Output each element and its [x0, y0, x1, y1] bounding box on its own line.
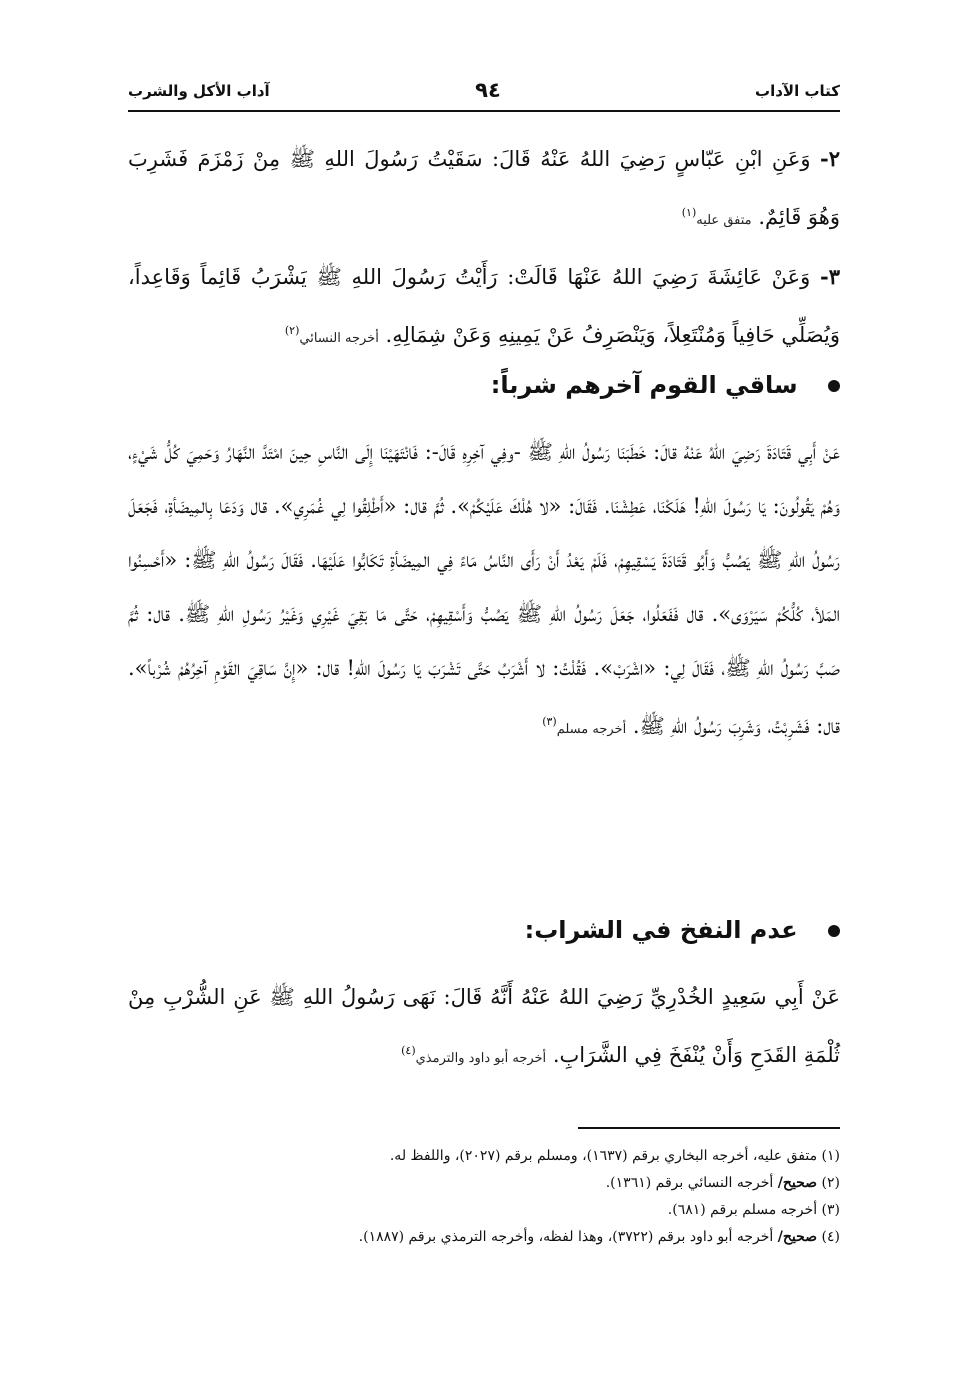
footnote-ref: (٤) — [401, 1044, 416, 1057]
hadith-number: ٣- — [820, 264, 840, 289]
footnote-grade: صحيح/ — [777, 1175, 818, 1191]
hadith-source: متفق عليه — [696, 213, 752, 228]
footnote-number: (٣) — [821, 1202, 840, 1218]
book-title: كتاب الآداب — [755, 82, 840, 100]
footnote-number: (٢) — [821, 1175, 840, 1191]
hadith-text: وَعَنِ ابْنِ عَبّاسٍ رَضِيَ اللهُ عَنْهُ قَالَ: سَقَيْتُ رَسُولَ اللهِ ﷺ مِنْ زَمْزَمَ فَشَرِبَ وَهُوَ قَائِمٌ. — [128, 147, 840, 229]
section-heading — [128, 365, 840, 405]
hadith-text: عَنْ أَبِي سَعِيدٍ الخُدْرِيِّ رَضِيَ اللهُ عَنْهُ أَنَّهُ قَالَ: نَهَى رَسُولُ اللهِ ﷺ عَنِ الشُّرْبِ مِنْ ثُلْمَةِ القَدَحِ وَأَنْ يُنْفَخَ فِي الشَّرَابِ. — [128, 985, 840, 1067]
section-1-text — [128, 425, 840, 757]
bullet-icon — [828, 380, 840, 392]
footnote-item — [128, 1197, 840, 1224]
bullet-icon — [828, 925, 840, 937]
section-title: ساقي القوم آخرهم شرباً: — [490, 371, 798, 399]
chapter-title: آداب الأكل والشرب — [128, 82, 270, 100]
footnote-number: (٤) — [821, 1229, 840, 1245]
footnote-item — [128, 1224, 840, 1251]
running-header — [128, 80, 840, 112]
footnote-grade: صحيح/ — [777, 1229, 818, 1245]
hadith-text: عَنْ أَبِي قَتَادَةَ رَضِيَ اللهُ عَنْهُ قالَ: خَطَبَنَا رَسُولُ اللهِ ﷺ -وفِي آخِرِهِ قَالَ-: فَانْتَهَيْنَا إِلَى النَّاسِ حِينَ امْتَدَّ النَّهَارُ وَحَمِيَ كُلُّ شَيْءٍ، وَهُمْ يَقُولُونَ: يَا رَسُولَ اللهِ! هَلَكْنَا، عَطِشْنَا. فَقَالَ: «لا هُلْكَ عَلَيْكُمْ». ثُمَّ قال: «أَطْلِقُوا لِي غُمَرِي». قال وَدَعَا بِالمِيضَأةِ، فَجَعَلَ رَسُولُ اللهِ ﷺ يَصُبُّ وَأَبُو قَتَادَةَ يَسْقِيهِمْ، فَلَمْ يَعْدُ أَنْ رَأَى النَّاسُ مَاءً فِي المِيضَأةِ تَكَابُّوا عَلَيْهَا. فَقَالَ رَسُولُ اللهِ ﷺ: «أَحْسِنُوا المَلأ، كُلُّكُمْ سَيَرْوَى». قال فَفَعَلُوا، جَعَلَ رَسُولُ اللهِ ﷺ يَصُبُّ وَأَسْقِيهِمْ، حَتَّى مَا بَقِيَ غَيْرِي وَغَيْرُ رَسُولِ اللهِ ﷺ. قال: ثُمَّ صَبَّ رَسُولُ اللهِ ﷺ، فَقَالَ لِي: «اشْرَبْ». فَقُلْتُ: لا أَشْرَبُ حَتَّى تَشْرَبَ يَا رَسُولَ اللهِ! قال: «إِنَّ سَاقِيَ القَوْمِ آخِرُهُمْ شُرْباً». قال: فَشَرِبْتُ، وَشَرِبَ رَسُولُ اللهِ ﷺ. — [128, 440, 840, 738]
hadith-number: ٢- — [820, 146, 840, 171]
footnote-ref: (١) — [681, 206, 697, 219]
footnote-number: (١) — [821, 1148, 840, 1164]
footnote-text: متفق عليه، أخرجه البخاري برقم (١٦٣٧)، ومسلم برقم (٢٠٢٧)، واللفظ له. — [389, 1148, 818, 1164]
hadith-2 — [128, 132, 840, 248]
footnote-text: أخرجه مسلم برقم (٦٨١). — [667, 1202, 818, 1218]
section-2-text — [128, 970, 840, 1086]
footnote-text: أخرجه أبو داود برقم (٣٧٢٢)، وهذا لفظه، وأخرجه الترمذي برقم (١٨٨٧). — [358, 1229, 774, 1245]
footnote-divider — [578, 1127, 840, 1129]
hadith-source: أخرجه أبو داود والترمذي — [415, 1051, 547, 1066]
footnotes — [128, 1143, 840, 1251]
section-title: عدم النفخ في الشراب: — [524, 916, 798, 944]
hadith-text: وَعَنْ عَائِشَةَ رَضِيَ اللهُ عَنْهَا قَالَتْ: رَأَيْتُ رَسُولَ اللهِ ﷺ يَشْرَبُ قَائِماً وَقَاعِداً، وَيُصَلِّي حَافِياً وَمُنْتَعِلاً، وَيَنْصَرِفُ عَنْ يَمِينِهِ وَعَنْ شِمَالِهِ. — [128, 265, 840, 347]
page-number: ٩٤ — [475, 78, 501, 102]
hadith-source: أخرجه مسلم — [556, 722, 627, 737]
footnote-ref: (٣) — [542, 715, 557, 728]
footnote-text: أخرجه النسائي برقم (١٣٦١). — [605, 1175, 774, 1191]
hadith-source: أخرجه النسائي — [299, 331, 379, 346]
footnote-ref: (٢) — [284, 324, 300, 337]
hadith-3 — [128, 250, 840, 366]
section-heading — [128, 910, 840, 950]
footnote-item — [128, 1170, 840, 1197]
footnote-item — [128, 1143, 840, 1170]
